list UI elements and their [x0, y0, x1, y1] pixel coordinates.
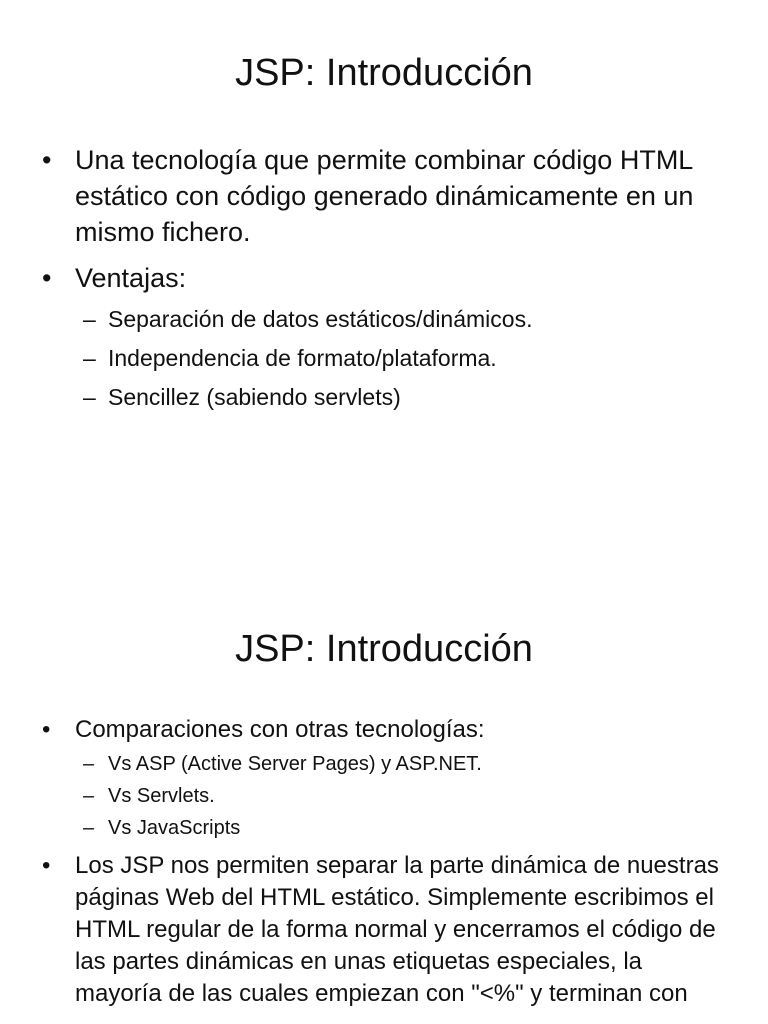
bullet-item — [42, 142, 732, 250]
sub-bullet-item: – Sencillez (sabiendo servlets) — [75, 378, 732, 417]
sub-bullet-list — [75, 300, 732, 417]
sub-bullet-item: – Vs ASP (Active Server Pages) y ASP.NET. — [75, 748, 732, 780]
bullet-list — [42, 714, 732, 1016]
bullet-text: • Los JSP nos permiten separar la parte dinámica de nuestras páginas Web del HTML estático. Simplemente escribimos el HTML regular de la forma normal y encerramos el código de las partes dinámicas en unas etiquetas especiales, la mayoría de las cuales empiezan con "<%" y terminan con — [75, 852, 719, 1007]
bullet-list — [42, 142, 732, 427]
sub-bullet-item: – Vs Servlets. — [75, 780, 732, 812]
bullet-text: Una tecnología que permite combinar código HTML estático con código generado dinámicamente en un mismo fichero. — [75, 145, 694, 247]
bullet-item — [42, 714, 732, 844]
sub-bullet-item: – Separación de datos estáticos/dinámicos. — [75, 300, 732, 339]
slide-title: JSP: Introducción — [235, 52, 533, 94]
bullet-item — [42, 850, 732, 1010]
sub-bullet-list — [75, 748, 732, 844]
bullet-item — [42, 260, 732, 417]
sub-bullet-item: – Independencia de formato/plataforma. — [75, 339, 732, 378]
slide-title: JSP: Introducción — [235, 628, 533, 670]
sub-bullet-item: – Vs JavaScripts — [75, 812, 732, 844]
bullet-text: Ventajas: — [75, 263, 187, 293]
bullet-text: Comparaciones con otras tecnologías: — [75, 716, 485, 743]
slide-2 — [0, 580, 768, 1024]
